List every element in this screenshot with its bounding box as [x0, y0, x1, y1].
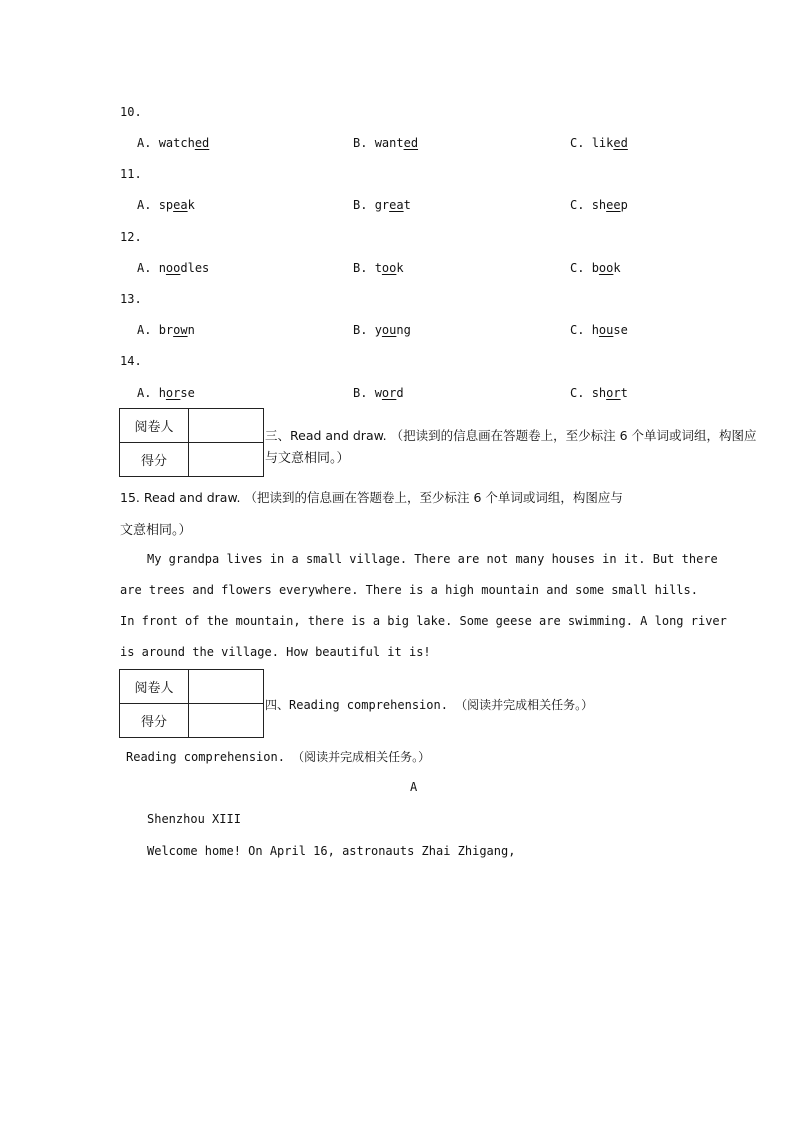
option-a: A. noodles [137, 261, 210, 275]
reviewer-cell [189, 670, 264, 704]
question-number: 11. [120, 167, 142, 181]
question-number: 13. [120, 292, 142, 306]
question-number: 10. [120, 105, 142, 119]
passage-line: is around the village. How beautiful it is! [120, 645, 431, 659]
option-c: C. liked [570, 136, 628, 150]
part-label: A [410, 780, 418, 794]
score-cell [189, 443, 264, 477]
reviewer-cell [189, 409, 264, 443]
option-b: B. great [353, 198, 411, 212]
score-label: 得分 [120, 704, 189, 738]
option-b: B. took [353, 261, 404, 275]
option-c: C. book [570, 261, 621, 275]
grader-table [119, 669, 264, 738]
question-number: 14. [120, 354, 142, 368]
option-a: A. watched [137, 136, 210, 150]
option-c: C. sheep [570, 198, 628, 212]
section-heading: 四、Reading comprehension. （阅读并完成相关任务。） [265, 698, 594, 712]
option-c: C. short [570, 386, 628, 400]
score-cell [189, 704, 264, 738]
passage-title: Shenzhou XIII [147, 812, 241, 826]
passage-line: Welcome home! On April 16, astronauts Zhai Zhigang, [147, 844, 516, 858]
question-15-instruction: 15. Read and draw. （把读到的信息画在答题卷上，至少标注 6 个单词或词组，构图应与 [120, 490, 623, 505]
passage-line: are trees and flowers everywhere. There is a high mountain and some small hills. [120, 583, 698, 597]
score-label: 得分 [120, 443, 189, 477]
option-b: B. word [353, 386, 404, 400]
section-subheading: Reading comprehension. （阅读并完成相关任务。） [126, 750, 431, 764]
question-15-instruction-continued: 文意相同。） [120, 523, 192, 538]
section-heading: 三、Read and draw. （把读到的信息画在答题卷上，至少标注 6 个单词或词组，构图应 [265, 428, 757, 443]
passage-line: My grandpa lives in a small village. There are not many houses in it. But there [147, 552, 718, 566]
reviewer-label: 阅卷人 [120, 409, 189, 443]
section-heading-continued: 与文意相同。） [265, 451, 350, 466]
passage-line: In front of the mountain, there is a big lake. Some geese are swimming. A long river [120, 614, 727, 628]
option-c: C. house [570, 323, 628, 337]
reviewer-label: 阅卷人 [120, 670, 189, 704]
grader-table [119, 408, 264, 477]
option-b: B. wanted [353, 136, 419, 150]
question-number: 12. [120, 230, 142, 244]
option-b: B. young [353, 323, 411, 337]
option-a: A. brown [137, 323, 195, 337]
option-a: A. horse [137, 386, 195, 400]
option-a: A. speak [137, 198, 195, 212]
